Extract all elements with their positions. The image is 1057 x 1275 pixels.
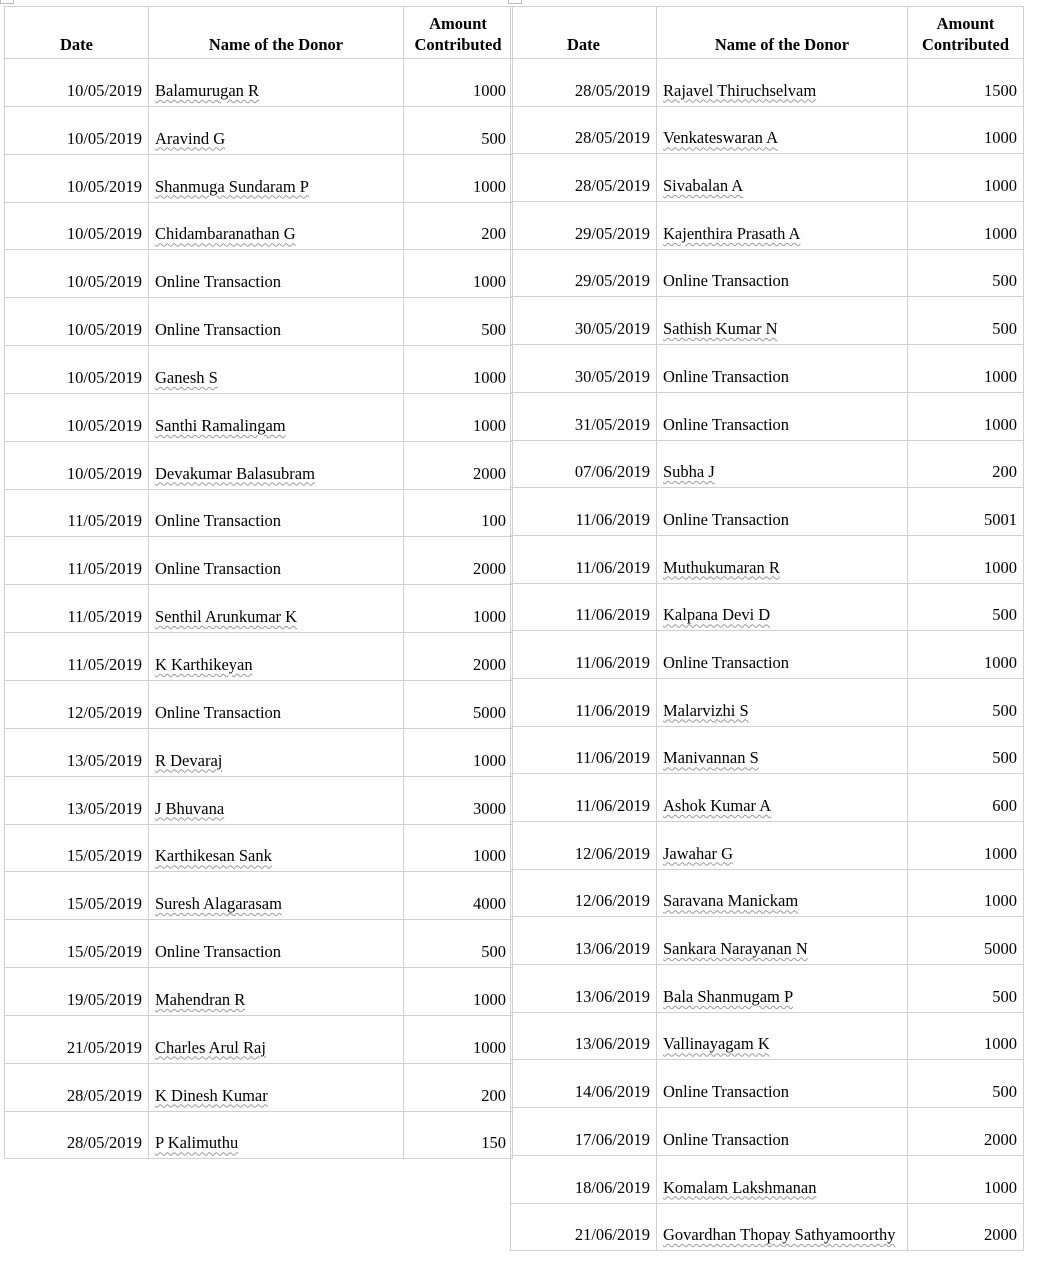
date-cell: 10/05/2019 [5, 154, 149, 202]
date-cell: 29/05/2019 [511, 249, 657, 297]
donor-name-cell [149, 537, 404, 585]
donor-name: Online Transaction [663, 271, 790, 291]
table-row [5, 920, 513, 968]
donor-name-cell [149, 298, 404, 346]
amount-cell: 200 [404, 1063, 513, 1111]
amount-cell: 4000 [404, 872, 513, 920]
donor-name-cell [149, 106, 404, 154]
donor-name-cell [149, 872, 404, 920]
donor-name: Ganesh S [155, 367, 218, 387]
date-cell: 13/05/2019 [5, 776, 149, 824]
date-cell: 13/06/2019 [511, 1012, 657, 1060]
table-row [511, 488, 1024, 536]
donor-name-cell [657, 154, 908, 202]
table-row [5, 1063, 513, 1111]
amount-cell: 1500 [908, 59, 1024, 107]
donor-name-cell [657, 822, 908, 870]
amount-cell: 5000 [404, 680, 513, 728]
donor-name-cell [657, 1108, 908, 1156]
table-row [5, 633, 513, 681]
table-row [511, 726, 1024, 774]
amount-cell: 150 [404, 1111, 513, 1159]
donor-name-cell [657, 392, 908, 440]
donor-name: Saravana Manickam [663, 891, 799, 911]
amount-cell: 5001 [908, 488, 1024, 536]
date-cell: 11/06/2019 [511, 535, 657, 583]
date-cell: 28/05/2019 [511, 106, 657, 154]
date-cell: 12/06/2019 [511, 822, 657, 870]
table-row [511, 1012, 1024, 1060]
donor-name: Online Transaction [663, 509, 790, 529]
date-cell: 14/06/2019 [511, 1060, 657, 1108]
table-row [5, 59, 513, 107]
date-cell: 28/05/2019 [511, 154, 657, 202]
donor-name-cell [657, 869, 908, 917]
donor-name-cell [657, 59, 908, 107]
table-row [511, 202, 1024, 250]
table-row [5, 346, 513, 394]
amount-cell: 1000 [908, 535, 1024, 583]
amount-cell: 500 [908, 1060, 1024, 1108]
amount-cell: 500 [908, 249, 1024, 297]
date-cell: 30/05/2019 [511, 297, 657, 345]
table-row [511, 106, 1024, 154]
table-row [5, 441, 513, 489]
date-cell: 11/06/2019 [511, 583, 657, 631]
table-row [5, 776, 513, 824]
table-row [511, 822, 1024, 870]
donor-table-left [4, 6, 513, 1159]
table-row [5, 585, 513, 633]
date-cell: 13/05/2019 [5, 728, 149, 776]
amount-cell: 500 [908, 297, 1024, 345]
donor-name: Online Transaction [155, 320, 282, 340]
date-cell: 21/05/2019 [5, 1015, 149, 1063]
donor-name: Aravind G [155, 128, 226, 148]
amount-header: Amount Contributed [404, 7, 513, 59]
date-cell: 10/05/2019 [5, 202, 149, 250]
date-cell: 11/06/2019 [511, 631, 657, 679]
amount-cell: 600 [908, 774, 1024, 822]
donor-name: Komalam Lakshmanan [663, 1177, 817, 1197]
date-cell: 13/06/2019 [511, 917, 657, 965]
donor-name: J Bhuvana [155, 798, 225, 818]
donor-name-cell [657, 345, 908, 393]
table-row [511, 583, 1024, 631]
amount-cell: 500 [908, 583, 1024, 631]
amount-cell: 1000 [908, 202, 1024, 250]
date-cell: 29/05/2019 [511, 202, 657, 250]
amount-cell: 2000 [404, 537, 513, 585]
donor-name-cell [149, 59, 404, 107]
date-cell: 21/06/2019 [511, 1203, 657, 1251]
amount-cell: 1000 [908, 1155, 1024, 1203]
amount-cell: 1000 [404, 393, 513, 441]
donor-name-cell [149, 585, 404, 633]
table-row [511, 1108, 1024, 1156]
table-row [5, 202, 513, 250]
table-row [511, 1155, 1024, 1203]
sheet-corner-marker [0, 0, 14, 4]
table-row [511, 631, 1024, 679]
table-row [511, 535, 1024, 583]
amount-header: Amount Contributed [908, 7, 1024, 59]
donor-name-cell [657, 440, 908, 488]
left-table-body [5, 59, 513, 1159]
sheet-corner-marker [508, 0, 522, 4]
donor-name-cell [149, 250, 404, 298]
donor-name-cell [657, 1203, 908, 1251]
donor-name-cell [149, 920, 404, 968]
donor-name: Manivannan S [663, 748, 759, 768]
date-cell: 11/06/2019 [511, 774, 657, 822]
amount-cell: 1000 [908, 631, 1024, 679]
donor-name-cell [149, 489, 404, 537]
header-row [511, 7, 1024, 59]
table-row [5, 1015, 513, 1063]
donor-name: Rajavel Thiruchselvam [663, 80, 817, 100]
table-row [511, 1060, 1024, 1108]
donor-name: Online Transaction [663, 414, 790, 434]
donor-name: Senthil Arunkumar K [155, 607, 298, 627]
amount-cell: 1000 [908, 1012, 1024, 1060]
date-cell: 10/05/2019 [5, 59, 149, 107]
donor-name-cell [657, 631, 908, 679]
date-cell: 28/05/2019 [5, 1111, 149, 1159]
donor-name-cell [657, 1060, 908, 1108]
donor-name-cell [149, 346, 404, 394]
donor-name-cell [657, 535, 908, 583]
date-cell: 10/05/2019 [5, 106, 149, 154]
table-row [511, 917, 1024, 965]
donor-name-cell [657, 726, 908, 774]
table-row [5, 872, 513, 920]
table-row [511, 392, 1024, 440]
date-cell: 28/05/2019 [5, 1063, 149, 1111]
donor-name-cell [149, 1015, 404, 1063]
table-row [5, 728, 513, 776]
amount-cell: 3000 [404, 776, 513, 824]
date-cell: 11/06/2019 [511, 488, 657, 536]
date-cell: 28/05/2019 [511, 59, 657, 107]
donor-name-cell [149, 1063, 404, 1111]
donor-name-cell [657, 774, 908, 822]
donor-name: Online Transaction [663, 652, 790, 672]
table-row [5, 1111, 513, 1159]
amount-cell: 500 [404, 106, 513, 154]
date-cell: 10/05/2019 [5, 346, 149, 394]
amount-cell: 500 [404, 298, 513, 346]
donor-name: Shanmuga Sundaram P [155, 176, 309, 196]
donor-name: Sathish Kumar N [663, 319, 778, 339]
donor-name: Charles Arul Raj [155, 1037, 266, 1057]
date-cell: 17/06/2019 [511, 1108, 657, 1156]
date-cell: 31/05/2019 [511, 392, 657, 440]
date-cell: 15/05/2019 [5, 872, 149, 920]
table-row [5, 106, 513, 154]
donor-name: P Kalimuthu [155, 1133, 239, 1153]
donor-name: Jawahar G [663, 843, 734, 863]
amount-cell: 5000 [908, 917, 1024, 965]
date-cell: 10/05/2019 [5, 298, 149, 346]
table-row [511, 440, 1024, 488]
amount-cell: 2000 [404, 633, 513, 681]
donor-name-cell [657, 297, 908, 345]
donor-name-cell [149, 154, 404, 202]
donor-name-cell [657, 678, 908, 726]
donor-name-cell [657, 106, 908, 154]
donor-name: Karthikesan Sank [155, 846, 272, 866]
donor-name: Balamurugan R [155, 80, 260, 100]
date-cell: 11/05/2019 [5, 489, 149, 537]
amount-cell: 1000 [404, 585, 513, 633]
donor-name: Online Transaction [155, 942, 282, 962]
donor-name: Kalpana Devi D [663, 605, 771, 625]
donor-name: Muthukumaran R [663, 557, 780, 577]
amount-cell: 500 [908, 726, 1024, 774]
table-row [511, 1203, 1024, 1251]
donor-name: Online Transaction [663, 1129, 790, 1149]
donor-name-cell [657, 965, 908, 1013]
donor-name: K Karthikeyan [155, 654, 253, 674]
table-row [511, 345, 1024, 393]
date-header: Date [511, 7, 657, 59]
date-cell: 18/06/2019 [511, 1155, 657, 1203]
donor-name-cell [149, 1111, 404, 1159]
date-cell: 11/05/2019 [5, 633, 149, 681]
donor-name: Bala Shanmugam P [663, 986, 794, 1006]
donor-name: Online Transaction [155, 559, 282, 579]
donor-name: Ashok Kumar A [663, 796, 772, 815]
date-cell: 11/05/2019 [5, 585, 149, 633]
donor-name: Online Transaction [663, 366, 790, 386]
amount-cell: 2000 [908, 1108, 1024, 1156]
donor-name: Sankara Narayanan N [663, 939, 808, 959]
donor-name: R Devaraj [155, 750, 223, 770]
date-cell: 07/06/2019 [511, 440, 657, 488]
date-cell: 13/06/2019 [511, 965, 657, 1013]
amount-cell: 500 [908, 678, 1024, 726]
donor-name-cell [149, 202, 404, 250]
table-row [511, 297, 1024, 345]
table-row [511, 774, 1024, 822]
date-cell: 10/05/2019 [5, 393, 149, 441]
donor-name-cell [657, 202, 908, 250]
date-cell: 10/05/2019 [5, 250, 149, 298]
donor-name: Subha J [663, 462, 715, 482]
amount-cell: 1000 [404, 1015, 513, 1063]
amount-cell: 1000 [404, 968, 513, 1016]
donor-name: Online Transaction [155, 272, 282, 292]
header-row [5, 7, 513, 59]
amount-cell: 1000 [908, 345, 1024, 393]
table-row [5, 154, 513, 202]
donor-name-cell [657, 488, 908, 536]
donor-name: Govardhan Thopay Sathyamoorthy [663, 1225, 896, 1245]
amount-cell: 1000 [908, 154, 1024, 202]
table-row [5, 680, 513, 728]
donor-name-cell [149, 680, 404, 728]
right-table-body [511, 59, 1024, 1251]
donor-name-cell [657, 249, 908, 297]
donor-name: Sivabalan A [663, 176, 744, 196]
date-cell: 10/05/2019 [5, 441, 149, 489]
donor-name: Malarvizhi S [663, 700, 749, 720]
donor-name: Venkateswaran A [663, 128, 779, 148]
date-cell: 12/06/2019 [511, 869, 657, 917]
table-row [5, 489, 513, 537]
table-row [511, 154, 1024, 202]
table-row [511, 965, 1024, 1013]
donor-name-cell [149, 776, 404, 824]
amount-cell: 2000 [404, 441, 513, 489]
date-cell: 11/06/2019 [511, 678, 657, 726]
amount-cell: 1000 [404, 250, 513, 298]
amount-cell: 1000 [404, 154, 513, 202]
table-row [5, 824, 513, 872]
amount-cell: 1000 [908, 869, 1024, 917]
table-row [5, 968, 513, 1016]
donor-name-cell [657, 917, 908, 965]
donor-name: K Dinesh Kumar [155, 1085, 268, 1105]
donor-name: Mahendran R [155, 989, 246, 1009]
donor-header: Name of the Donor [149, 7, 404, 59]
donor-name-cell [657, 1012, 908, 1060]
date-cell: 12/05/2019 [5, 680, 149, 728]
amount-cell: 200 [908, 440, 1024, 488]
donor-name: Suresh Alagarasam [155, 894, 282, 914]
amount-cell: 500 [908, 965, 1024, 1013]
amount-cell: 1000 [404, 346, 513, 394]
date-header: Date [5, 7, 149, 59]
date-cell: 11/05/2019 [5, 537, 149, 585]
table-row [511, 59, 1024, 107]
donor-name-cell [657, 583, 908, 631]
donor-name: Devakumar Balasubram [155, 463, 315, 483]
donor-name: Santhi Ramalingam [155, 415, 286, 435]
table-row [5, 298, 513, 346]
amount-cell: 100 [404, 489, 513, 537]
date-cell: 11/06/2019 [511, 726, 657, 774]
table-row [511, 869, 1024, 917]
donor-name-cell [149, 968, 404, 1016]
donor-name-cell [149, 728, 404, 776]
donor-name-cell [149, 633, 404, 681]
amount-cell: 1000 [404, 728, 513, 776]
donor-name: Chidambaranathan G [155, 224, 296, 244]
date-cell: 15/05/2019 [5, 824, 149, 872]
donor-name-cell [657, 1155, 908, 1203]
table-row [511, 249, 1024, 297]
amount-cell: 1000 [908, 106, 1024, 154]
amount-cell: 1000 [908, 822, 1024, 870]
donor-name: Kajenthira Prasath A [663, 223, 801, 243]
amount-cell: 200 [404, 202, 513, 250]
donor-header: Name of the Donor [657, 7, 908, 59]
donor-name: Vallinayagam K [663, 1034, 770, 1054]
donor-name-cell [149, 393, 404, 441]
table-row [511, 678, 1024, 726]
amount-cell: 1000 [404, 59, 513, 107]
amount-cell: 1000 [908, 392, 1024, 440]
amount-cell: 1000 [404, 824, 513, 872]
table-row [5, 250, 513, 298]
donor-table-right [510, 6, 1024, 1251]
date-cell: 19/05/2019 [5, 968, 149, 1016]
donor-name: Online Transaction [155, 702, 282, 722]
amount-cell: 2000 [908, 1203, 1024, 1251]
donor-name-cell [149, 824, 404, 872]
table-row [5, 393, 513, 441]
amount-cell: 500 [404, 920, 513, 968]
date-cell: 30/05/2019 [511, 345, 657, 393]
donor-name: Online Transaction [663, 1082, 790, 1102]
donor-name-cell [149, 441, 404, 489]
date-cell: 15/05/2019 [5, 920, 149, 968]
donor-name: Online Transaction [155, 511, 282, 531]
table-row [5, 537, 513, 585]
